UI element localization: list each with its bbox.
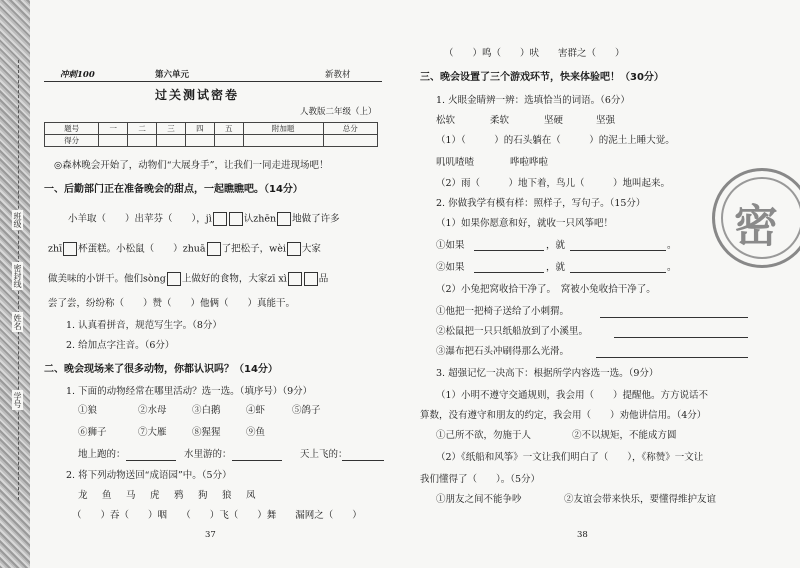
table-cell: 四 (185, 123, 214, 135)
pinyin: wèi (269, 243, 286, 255)
write-box[interactable] (287, 242, 301, 256)
score-table-row (45, 123, 378, 135)
answer-line[interactable] (474, 250, 544, 251)
animal-option: ⑧猩猩 (192, 427, 221, 438)
score-input-cell[interactable] (243, 135, 323, 147)
score-input-cell[interactable] (128, 135, 157, 147)
animal-option: ④虾 (246, 405, 266, 416)
idiom-blanks: （ ）吞（ ）咽 （ ）飞（ ）舞 漏网之（ ） (72, 510, 362, 521)
answer-line[interactable] (474, 272, 544, 273)
rewrite-end: 。 (667, 262, 677, 273)
rewrite-prefix: ①如果 (436, 240, 465, 251)
table-cell: 得分 (45, 135, 99, 147)
word-choice: 哗啦哗啦 (510, 157, 549, 168)
idiom-animal: 狗 (198, 490, 208, 501)
word-choice: 坚硬 (544, 115, 564, 126)
seal-label: 密封线 (13, 264, 22, 288)
text: 认 (243, 213, 254, 225)
word-choice: 坚强 (596, 115, 616, 126)
section-3-heading: 三、晚会设置了三个游戏环节，快来体验吧！（30分） (420, 72, 664, 83)
answer-line[interactable] (596, 357, 748, 358)
choice-option: ①己所不欲，勿施于人 (436, 430, 532, 441)
header-rule (44, 81, 382, 82)
idiom-animal: 龙 (78, 490, 88, 501)
rewrite-sentence: ①他把一把椅子送给了小刺猬。 (436, 306, 570, 317)
word-choice: 柔软 (490, 115, 510, 126)
s1-line-1 (68, 212, 340, 226)
s3-question-1: 1. 火眼金睛辨一辨：选填恰当的词语。（6分） (436, 95, 630, 106)
section-1-heading: 一、后勤部门正在准备晚会的甜点，一起瞧瞧吧。（14分） (44, 184, 303, 195)
answer-line[interactable] (600, 317, 748, 318)
pinyin: zhī (48, 243, 63, 255)
s1-question-1: 1. 认真看拼音，规范写生字。（8分） (66, 320, 222, 331)
page-number-left: 37 (205, 530, 216, 540)
student-id-label: 学号 (13, 392, 22, 408)
text: 地做了许多 (292, 213, 340, 225)
text: 大家 (301, 243, 321, 255)
text: 了把松子， (221, 243, 270, 255)
s3-q1-sentence-2: （2）雨（ ）地下着，鸟儿（ ）地叫起来。 (436, 178, 671, 189)
example-sentence-1: （1）如果你愿意和好，就收一只风筝吧！ (436, 218, 614, 229)
text: 品 (318, 273, 329, 285)
idiom-animal: 凤 (246, 490, 256, 501)
write-box[interactable] (207, 242, 221, 256)
pinyin: zhuā (182, 243, 206, 255)
page-number-right: 38 (577, 530, 588, 540)
rewrite-prefix: ②如果 (436, 262, 465, 273)
page-title: 过关测试密卷 (155, 88, 240, 102)
grade-label: 人教版二年级（上） (300, 107, 377, 117)
rewrite-mid: ，就 (546, 262, 566, 273)
table-cell: 五 (214, 123, 243, 135)
rewrite-mid: ，就 (546, 240, 566, 251)
text: 杯蛋糕。小松鼠（ ） (78, 243, 183, 255)
animal-option: ⑨鱼 (246, 427, 266, 438)
table-cell: 附加题 (243, 123, 323, 135)
class-label: 班级 (13, 212, 22, 228)
idiom-animal: 鸦 (174, 490, 184, 501)
write-box[interactable] (304, 272, 318, 286)
s1-question-2: 2. 给加点字注音。（6分） (66, 340, 175, 351)
text: 小羊取（ ）出苹芬（ ）， (68, 213, 206, 225)
s3-q3-part-2: （2）《纸船和风筝》一文让我们明白了（ ），《称赞》一文让 (436, 452, 704, 463)
score-table-row (45, 135, 378, 147)
idiom-animal: 马 (126, 490, 136, 501)
s3-q3-part-1-cont: 算数，没有遵守和朋友的约定，我会用（ ）劝他讲信用。（4分） (420, 410, 707, 421)
name-label: 姓名 (13, 314, 22, 330)
answer-line[interactable] (342, 460, 384, 461)
seal-stamp-character: 密 (734, 201, 778, 252)
answer-line[interactable] (614, 337, 748, 338)
choice-option: ②友谊会带来快乐，要懂得维护友谊 (564, 494, 717, 505)
rewrite-end: 。 (667, 240, 677, 251)
s2-question-1: 1. 下面的动物经常在哪里活动？选一选。（填序号）（9分） (66, 386, 313, 397)
idiom-animal: 虎 (150, 490, 160, 501)
table-cell: 总分 (323, 123, 377, 135)
answer-line[interactable] (232, 460, 282, 461)
score-input-cell[interactable] (323, 135, 377, 147)
s3-q3-part-1: （1）小明不遵守交通规则，我会用（ ）提醒他。方方说话不 (436, 390, 709, 401)
brand-logo: 冲刺100 (60, 70, 95, 80)
animal-option: ②水母 (138, 405, 167, 416)
land-label: 地上跑的： (78, 449, 126, 460)
write-box[interactable] (63, 242, 77, 256)
text: 上做好的食物，大家 (181, 273, 268, 285)
s2-question-2: 2. 将下列动物送回“成语园”中。（5分） (66, 470, 232, 481)
s3-question-3: 3. 超强记忆一决高下：根据所学内容选一选。（9分） (436, 368, 659, 379)
s3-question-2: 2. 你做我学有模有样：照样子，写句子。（15分） (436, 198, 646, 209)
idiom-animal: 鱼 (102, 490, 112, 501)
score-input-cell[interactable] (185, 135, 214, 147)
example-sentence-2: （2）小兔把窝收拾干净了。 窝被小兔收拾干净了。 (436, 284, 656, 295)
pinyin: zī xì (267, 273, 287, 285)
write-box[interactable] (277, 212, 291, 226)
pinyin: jì (205, 213, 212, 225)
table-cell: 一 (99, 123, 128, 135)
table-cell: 题号 (45, 123, 99, 135)
table-cell: 二 (128, 123, 157, 135)
animal-option: ⑥狮子 (78, 427, 107, 438)
water-label: 水里游的： (184, 449, 232, 460)
text: 做美味的小饼干。他们 (48, 273, 144, 285)
idiom-animal: 狼 (222, 490, 232, 501)
score-table (44, 122, 378, 147)
animal-option: ①狼 (78, 405, 98, 416)
animal-option: ⑤鸽子 (292, 405, 321, 416)
choice-option: ②不以规矩，不能成方圆 (572, 430, 677, 441)
write-box[interactable] (288, 272, 302, 286)
write-box[interactable] (229, 212, 243, 226)
sky-label: 天上飞的： (300, 449, 348, 460)
write-box[interactable] (167, 272, 181, 286)
s1-line-2 (48, 242, 321, 256)
edition-label: 新教材 (325, 70, 351, 80)
idiom-blanks-continued: （ ）鸣（ ）吠 害群之（ ） (444, 48, 625, 59)
s3-q3-part-2-cont: 我们懂得了（ ）。（5分） (420, 474, 541, 485)
answer-line[interactable] (570, 250, 666, 251)
word-choice: 叽叽喳喳 (436, 157, 475, 168)
unit-label: 第六单元 (155, 70, 190, 80)
pinyin: zhēn (253, 213, 277, 225)
score-input-cell[interactable] (214, 135, 243, 147)
s1-line-4: 尝了尝，纷纷称（ ）赞（ ）他俩（ ）真能干。 (48, 298, 296, 309)
s3-q1-sentence-1: （1）（ ）的石头躺在（ ）的泥土上睡大觉。 (436, 135, 675, 146)
rewrite-sentence: ②松鼠把一只只纸船放到了小溪里。 (436, 326, 589, 337)
animal-option: ③白鹅 (192, 405, 221, 416)
answer-line[interactable] (570, 272, 666, 273)
word-choice: 松软 (436, 115, 456, 126)
score-input-cell[interactable] (99, 135, 128, 147)
animal-option: ⑦大雁 (138, 427, 167, 438)
section-2-heading: 二、晚会现场来了很多动物，你都认识吗？（14分） (44, 364, 278, 375)
intro-text: ◎森林晚会开始了，动物们“大展身手”，让我们一同走进现场吧！ (54, 160, 329, 171)
answer-line[interactable] (126, 460, 176, 461)
write-box[interactable] (213, 212, 227, 226)
choice-option: ①朋友之间不能争吵 (436, 494, 522, 505)
s1-line-3 (48, 272, 328, 286)
pinyin: sòng (143, 273, 166, 285)
rewrite-sentence: ③瀑布把石头冲刷得那么光滑。 (436, 346, 570, 357)
score-input-cell[interactable] (157, 135, 186, 147)
table-cell: 三 (157, 123, 186, 135)
